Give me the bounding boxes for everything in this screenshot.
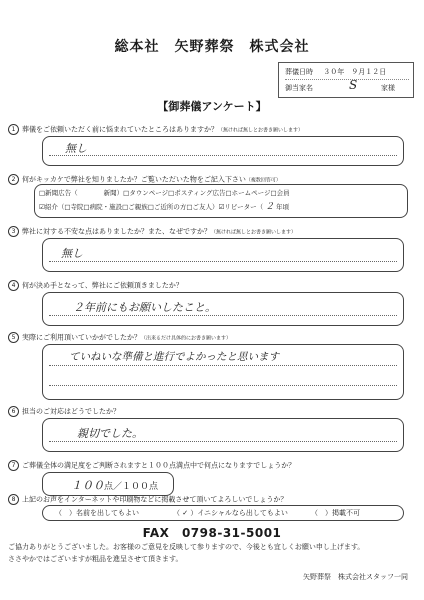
- repeat-years-suffix: 年頃: [276, 203, 290, 211]
- signature: 矢野葬祭 株式会社スタッフ一同: [303, 573, 408, 581]
- score-suffix: 点／１００点: [104, 482, 159, 492]
- question-text: 担当のご対応はどうでしたか？: [22, 407, 120, 416]
- publish-option-initials[interactable]: （ ✓ ）イニシャルなら出してもよい: [173, 509, 288, 517]
- family-name-row: [285, 78, 409, 95]
- survey-title: 【御葬儀アンケート】: [157, 100, 267, 113]
- question-text: 何がキッカケで弊社を知りましたか？ご覧いただいた物をご記入下さい: [22, 175, 246, 184]
- answer-6-text: 親切でした。: [77, 427, 143, 440]
- question-number: 7: [8, 460, 19, 471]
- question-text: 上記のお声をインターネットや印刷物などに掲載させて頂いてよろしいでしょうか？: [22, 495, 288, 504]
- closing-message: [8, 541, 364, 565]
- family-name-suffix: 家様: [381, 84, 395, 92]
- answer-3-text: 無し: [61, 247, 83, 260]
- answer-4-text: ２年前にもお願いしたこと。: [73, 301, 216, 314]
- question-4: [8, 280, 418, 291]
- answer-line: [49, 365, 397, 366]
- question-number: 5: [8, 332, 19, 343]
- answer-box-1: [42, 136, 404, 166]
- answer-box-4: [42, 292, 404, 326]
- answer-box-6: [42, 418, 404, 452]
- question-1: [8, 124, 418, 136]
- question-5: [8, 332, 418, 344]
- score-box: [42, 472, 174, 496]
- fax-number: FAX 0798-31-5001: [142, 526, 282, 540]
- closing-line-1: ご協力ありがとうございました。お客様のご意見を反映して参りますので、今後とも宜しくお願い申し上げます。: [8, 543, 365, 551]
- question-3: [8, 226, 418, 238]
- question-text: 弊社に対する不安な点はありましたか？また、なぜですか？: [22, 227, 211, 236]
- answer-line: [49, 155, 397, 156]
- score-row: [71, 477, 158, 493]
- answer-line: [49, 385, 397, 386]
- publish-option-name[interactable]: （ ）名前を出してもよい: [55, 509, 139, 517]
- score-value: １００: [71, 479, 104, 492]
- publish-option-decline[interactable]: （ ）掲載不可: [311, 509, 360, 517]
- answer-1-text: 無し: [65, 142, 87, 155]
- repeat-years-value: ２: [265, 202, 275, 212]
- funeral-date-row: [285, 65, 409, 80]
- company-name: 総本社 矢野葬祭 株式会社: [114, 39, 310, 55]
- answer-line: [49, 441, 397, 442]
- question-6: [8, 406, 418, 417]
- question-number: 6: [8, 406, 19, 417]
- question-number: 1: [8, 124, 19, 135]
- question-number: 3: [8, 226, 19, 237]
- question-text: ご葬儀全体の満足度をご判断されますと１００点満点中で何点になりますでしょうか？: [22, 461, 296, 470]
- source-options-row-1: □新聞広告（ 新聞）□タウンページ□ポスティング広告□ホームページ□会員: [39, 189, 290, 197]
- question-number: 4: [8, 280, 19, 291]
- question-text: 何が決め手となって、弊社にご依頼頂きましたか？: [22, 281, 183, 290]
- answer-box-3: [42, 238, 404, 272]
- funeral-date-value: ３０年 ９月１２日: [323, 68, 387, 76]
- family-name-label: 御当家名: [285, 84, 313, 92]
- source-options-row-2: [39, 201, 289, 214]
- question-note: （無ければ無しとお書き願いします）: [218, 127, 304, 134]
- question-note: （複数回答可）: [245, 177, 281, 184]
- answer-line: [49, 315, 397, 316]
- question-note: （出来るだけ具体的にお書き願います）: [141, 335, 232, 342]
- question-7: [8, 460, 418, 471]
- answer-line: [49, 261, 397, 262]
- question-8: [8, 494, 418, 505]
- question-text: 葬儀をご依頼いただく前に悩まれていたところはありますか？: [22, 125, 218, 134]
- closing-line-2: ささやかではございますが粗品を進呈させて頂きます。: [8, 555, 183, 563]
- publish-options-box: [42, 505, 404, 521]
- answer-5-text: ていねいな準備と進行でよかったと思います: [69, 351, 279, 363]
- family-name-handwritten: S: [349, 78, 358, 92]
- question-number: 2: [8, 174, 19, 185]
- referral-options: ☑紹介（□寺院□病院・施設□ご親族□ご近所の方□ご友人）☑リピーター（: [39, 203, 264, 211]
- answer-box-2: [34, 184, 408, 218]
- answer-box-5: [42, 344, 404, 400]
- funeral-date-label: 葬儀日時: [285, 68, 313, 76]
- question-note: （無ければ無しとお書き願いします）: [211, 229, 297, 236]
- question-text: 実際にご利用頂いていかがでしたか？: [22, 333, 141, 342]
- funeral-info-box: [278, 62, 414, 98]
- question-number: 8: [8, 494, 19, 505]
